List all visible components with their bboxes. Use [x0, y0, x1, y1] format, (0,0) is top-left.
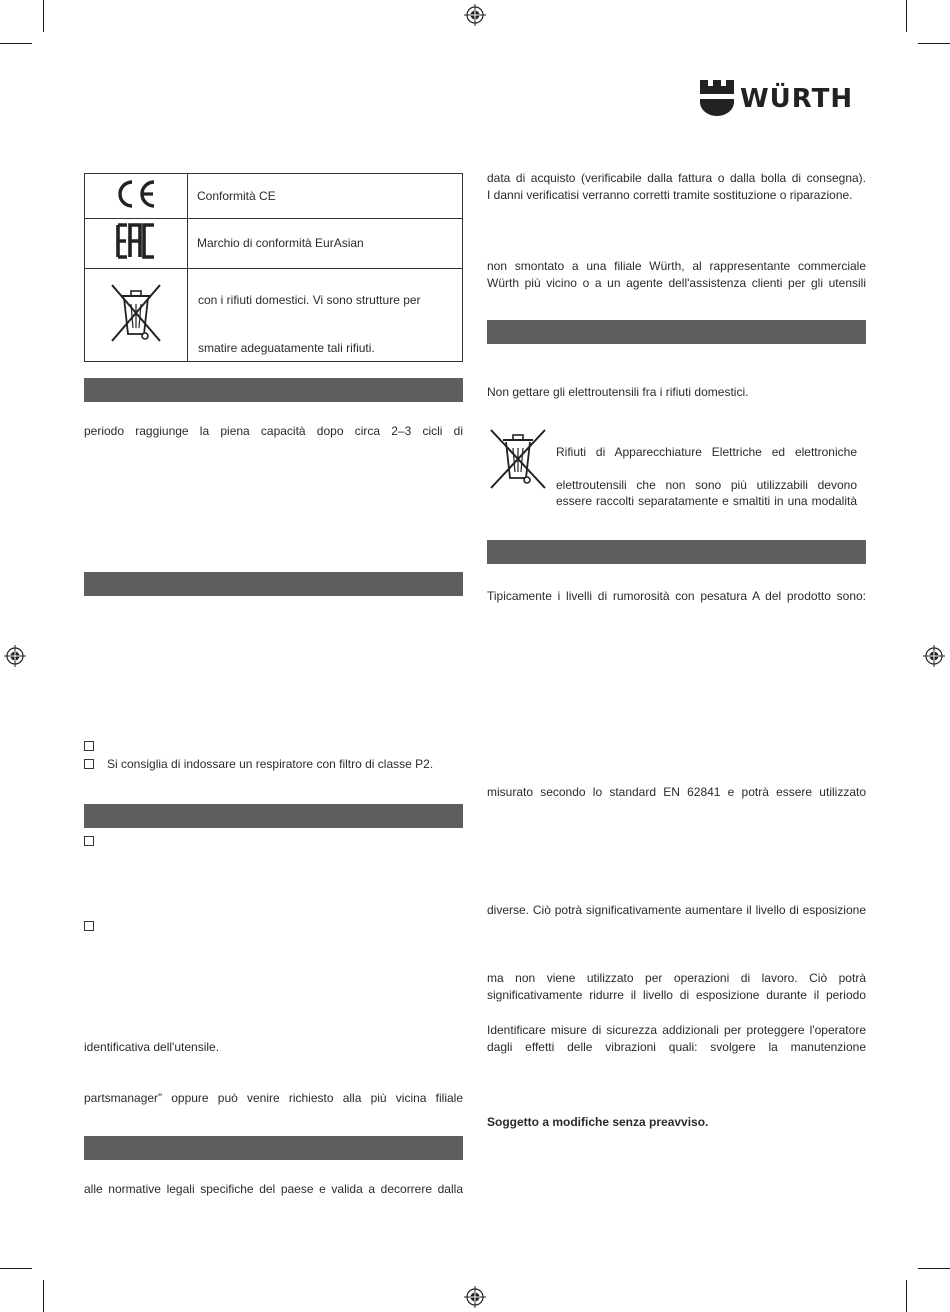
marks-table: [84, 173, 463, 362]
checkbox-bullet-icon: [84, 921, 94, 931]
paragraph-line: essere raccolti separatamente e smaltiti in una modalità: [556, 494, 857, 508]
paragraph: Non gettare gli elettroutensili fra i rifiuti domestici.: [487, 385, 749, 399]
section-header-bar: [84, 378, 463, 402]
paragraph: periodo raggiunge la piena capacità dopo circa 2–3 cicli di: [84, 424, 463, 438]
crop-mark: [0, 43, 32, 44]
change-notice: Soggetto a modifiche senza preavviso.: [487, 1115, 709, 1129]
section-header-bar: [487, 320, 866, 344]
registration-mark-icon: [464, 4, 486, 26]
paragraph-line: Identificare misure di sicurezza addizionali per proteggere l'operatore: [487, 1023, 866, 1037]
paragraph: identificativa dell'utensile.: [84, 1040, 220, 1054]
paragraph: Tipicamente i livelli di rumorosità con pesatura A del prodotto sono:: [487, 589, 866, 603]
table-cell-line: con i rifiuti domestici. Vi sono strutture per: [198, 293, 421, 307]
table-row: [85, 219, 463, 269]
ce-mark-icon: [114, 179, 158, 209]
paragraph-line: I danni verificatisi verranno corretti tramite sostituzione o riparazione.: [487, 188, 853, 202]
paragraph-line: non smontato a una filiale Würth, al rappresentante commerciale: [487, 259, 866, 273]
section-header-bar: [84, 804, 463, 828]
paragraph-line: elettroutensili che non sono più utilizzabili devono: [556, 478, 857, 492]
paragraph: diverse. Ciò potrà significativamente aumentare il livello di esposizione: [487, 903, 866, 917]
paragraph-line: data di acquisto (verificabile dalla fattura o dalla bolla di consegna).: [487, 171, 866, 185]
wurth-logo: [700, 80, 870, 120]
paragraph: partsmanager” oppure può venire richiesto alla più vicina filiale: [84, 1091, 463, 1105]
paragraph-line: significativamente ridurre il livello di esposizione durante il periodo: [487, 988, 866, 1002]
checkbox-bullet-icon: [84, 836, 94, 846]
crop-mark: [918, 43, 950, 44]
registration-mark-icon: [4, 645, 26, 667]
checkbox-bullet-icon: [84, 759, 94, 769]
section-header-bar: [84, 572, 463, 596]
table-row: [85, 269, 463, 362]
wurth-emblem-icon: [700, 80, 734, 116]
section-header-bar: [84, 1136, 463, 1160]
crop-mark: [43, 0, 44, 32]
table-row: [85, 174, 463, 219]
registration-mark-icon: [923, 645, 945, 667]
paragraph: alle normative legali specifiche del paese e valida a decorrere dalla: [84, 1182, 463, 1196]
crop-mark: [906, 0, 907, 32]
crop-mark: [0, 1268, 32, 1269]
bullet-text: Si consiglia di indossare un respiratore con filtro di classe P2.: [107, 757, 434, 771]
table-cell-line: smatire adeguatamente tali rifiuti.: [198, 341, 375, 355]
crop-mark: [918, 1268, 950, 1269]
brand-name: WÜRTH: [740, 84, 854, 114]
registration-mark-icon: [464, 1286, 486, 1308]
checkbox-bullet-icon: [84, 741, 94, 751]
eac-mark-icon: [116, 223, 156, 259]
paragraph-line: dagli effetti delle vibrazioni quali: svolgere la manutenzione: [487, 1040, 866, 1054]
crop-mark: [906, 1280, 907, 1312]
weee-bin-icon: [489, 428, 547, 490]
table-cell: Conformità CE: [188, 174, 463, 219]
table-cell: Marchio di conformità EurAsian: [188, 219, 463, 269]
weee-bin-icon: [109, 282, 163, 344]
paragraph-line: Rifiuti di Apparecchiature Elettriche ed elettroniche: [556, 445, 857, 459]
crop-mark: [43, 1280, 44, 1312]
paragraph-line: Würth più vicino o a un agente dell'assistenza clienti per gli utensili: [487, 276, 866, 290]
paragraph-line: ma non viene utilizzato per operazioni di lavoro. Ciò potrà: [487, 971, 866, 985]
section-header-bar: [487, 540, 866, 564]
paragraph: misurato secondo lo standard EN 62841 e potrà essere utilizzato: [487, 785, 866, 799]
